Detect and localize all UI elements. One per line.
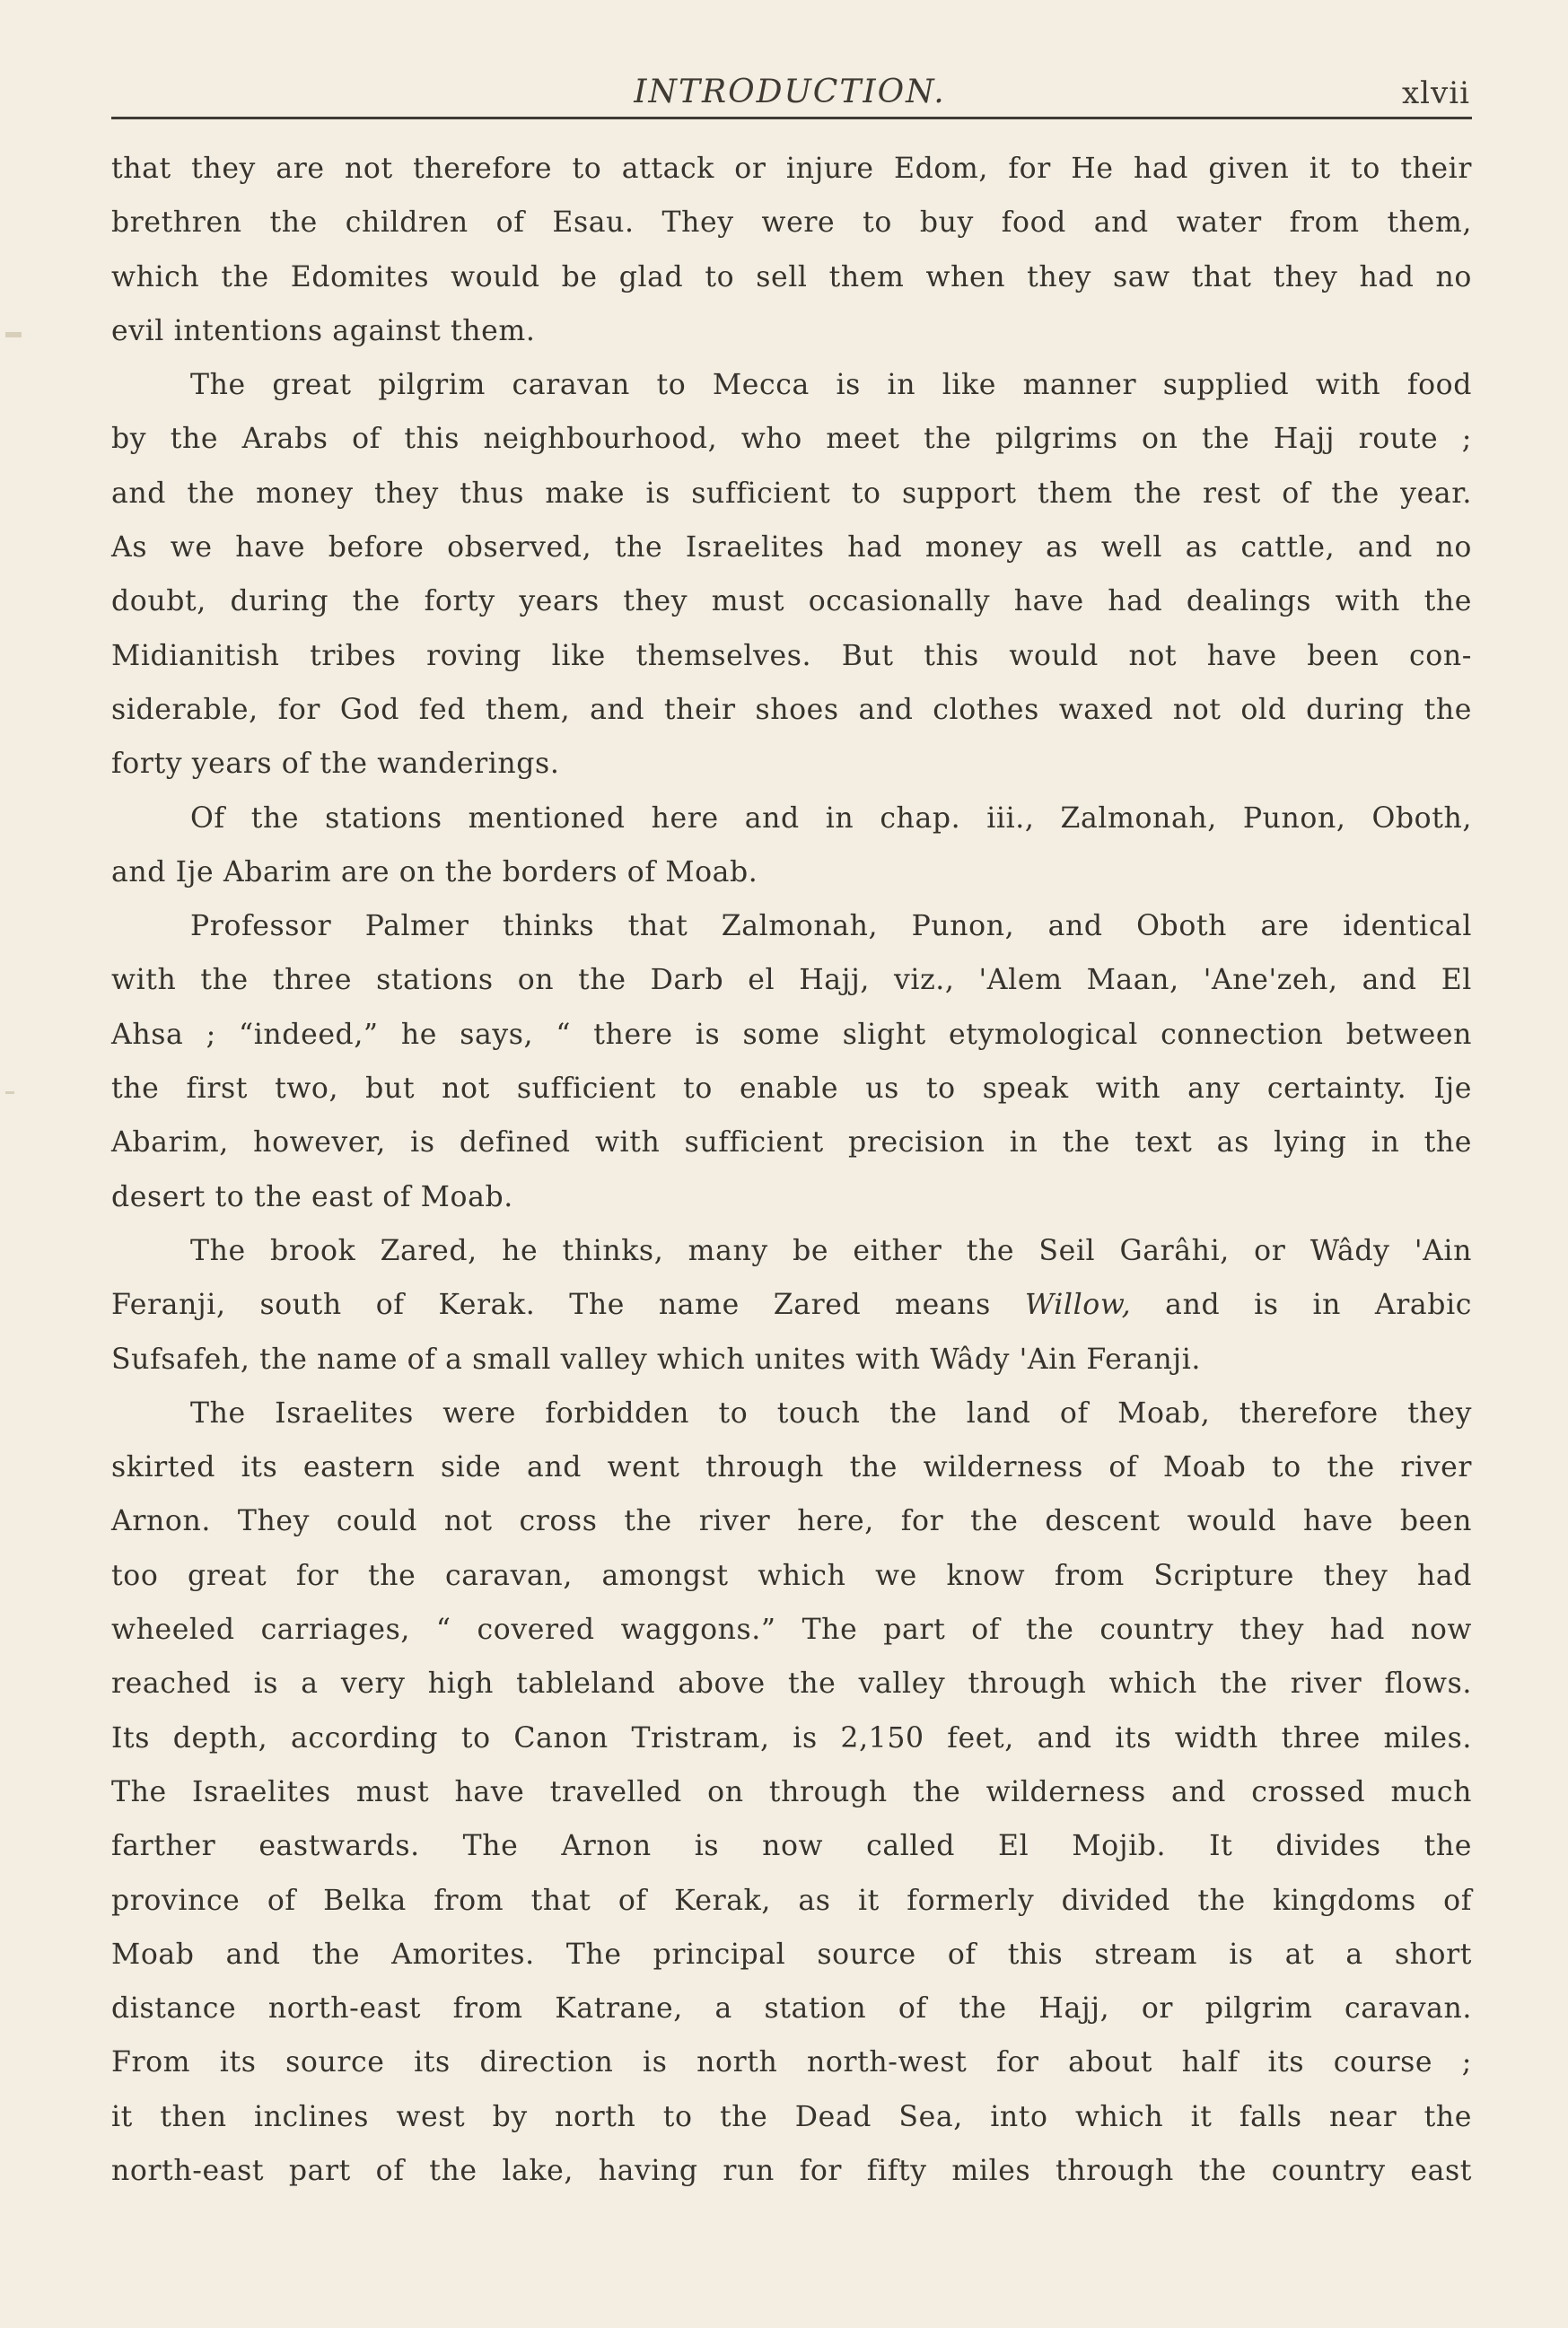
margin-mark	[5, 332, 22, 337]
text-line: farther eastwards. The Arnon is now called El Mojib. It divides the	[111, 1830, 1472, 1863]
text-line: Moab and the Amorites. The principal source of this stream is at a short	[111, 1938, 1472, 1971]
text-line: reached is a very high tableland above the valley through which the river flows.	[111, 1667, 1472, 1701]
text-line: desert to the east of Moab.	[111, 1180, 513, 1213]
text-line: siderable, for God fed them, and their shoes and clothes waxed not old during the	[111, 693, 1472, 726]
text-line: Of the stations mentioned here and in chap. iii., Zalmonah, Punon, Oboth,	[190, 801, 1472, 835]
text-line: distance north-east from Katrane, a station of the Hajj, or pilgrim caravan.	[111, 1992, 1472, 2026]
text-line: The Israelites must have travelled on through the wilderness and crossed much	[111, 1775, 1472, 1808]
text-segment: Feranji, south of Kerak. The name Zared means	[111, 1289, 1025, 1322]
text-line: As we have before observed, the Israelites had money as well as cattle, and no	[111, 531, 1472, 564]
text-line: wheeled carriages, “ covered waggons.” The part of the country they had now	[111, 1614, 1472, 1647]
page-header	[108, 74, 1472, 118]
text-line: and Ije Abarim are on the borders of Moab.	[111, 855, 758, 888]
text-line: Professor Palmer thinks that Zalmonah, Punon, and Oboth are identical	[190, 910, 1472, 943]
text-line: which the Edomites would be glad to sell them when they saw that they had no	[111, 260, 1472, 293]
text-line: The great pilgrim caravan to Mecca is in like manner supplied with food	[190, 369, 1472, 402]
page-number: xlvii	[1401, 75, 1470, 111]
text-line: Its depth, according to Canon Tristram, is 2,150 feet, and its width three miles.	[111, 1721, 1472, 1755]
text-line: the first two, but not sufficient to enable us to speak with any certainty. Ije	[111, 1072, 1472, 1106]
text-line: province of Belka from that of Kerak, as it formerly divided the kingdoms of	[111, 1884, 1472, 1917]
text-line: brethren the children of Esau. They were to buy food and water from them,	[111, 206, 1472, 240]
text-segment: and is in Arabic	[1131, 1289, 1472, 1322]
text-line: Midianitish tribes roving like themselves. But this would not have been con-	[111, 639, 1472, 672]
text-line: with the three stations on the Darb el Hajj, viz., 'Alem Maan, 'Ane'zeh, and El	[111, 964, 1472, 997]
text-line: Abarim, however, is defined with sufficient precision in the text as lying in the	[111, 1126, 1472, 1160]
text-line: The brook Zared, he thinks, many be either the Seil Garâhi, or Wâdy 'Ain	[190, 1234, 1472, 1267]
body-text	[111, 142, 1472, 2198]
text-line: too great for the caravan, amongst which we know from Scripture they had	[111, 1559, 1472, 1592]
text-line: it then inclines west by north to the Dead Sea, into which it falls near the	[111, 2100, 1472, 2133]
text-line: skirted its eastern side and went through the wilderness of Moab to the river	[111, 1451, 1472, 1484]
running-title: INTRODUCTION.	[634, 74, 946, 110]
text-line: Arnon. They could not cross the river here, for the descent would have been	[111, 1505, 1472, 1538]
text-line: forty years of the wanderings.	[111, 748, 560, 781]
italic-word: Willow,	[1024, 1289, 1132, 1322]
text-line: that they are not therefore to attack or injure Edom, for He had given it to their	[111, 153, 1472, 185]
text-line-with-italic	[111, 1278, 1472, 1332]
text-line: Ahsa ; “indeed,” he says, “ there is some slight etymological connection between	[111, 1018, 1472, 1051]
text-line: doubt, during the forty years they must occasionally have had dealings with the	[111, 585, 1472, 618]
text-line: Sufsafeh, the name of a small valley which unites with Wâdy 'Ain Feranji.	[111, 1343, 1201, 1376]
text-line: north-east part of the lake, having run for fifty miles through the country east	[111, 2154, 1472, 2187]
text-line: The Israelites were forbidden to touch the land of Moab, therefore they	[190, 1396, 1472, 1430]
text-line: by the Arabs of this neighbourhood, who meet the pilgrims on the Hajj route ;	[111, 423, 1472, 456]
header-rule	[111, 117, 1472, 119]
text-line: From its source its direction is north north-west for about half its course ;	[111, 2046, 1472, 2079]
text-line: and the money they thus make is sufficient to support them the rest of the year.	[111, 477, 1472, 510]
text-line: evil intentions against them.	[111, 314, 536, 347]
margin-mark	[5, 1091, 14, 1094]
